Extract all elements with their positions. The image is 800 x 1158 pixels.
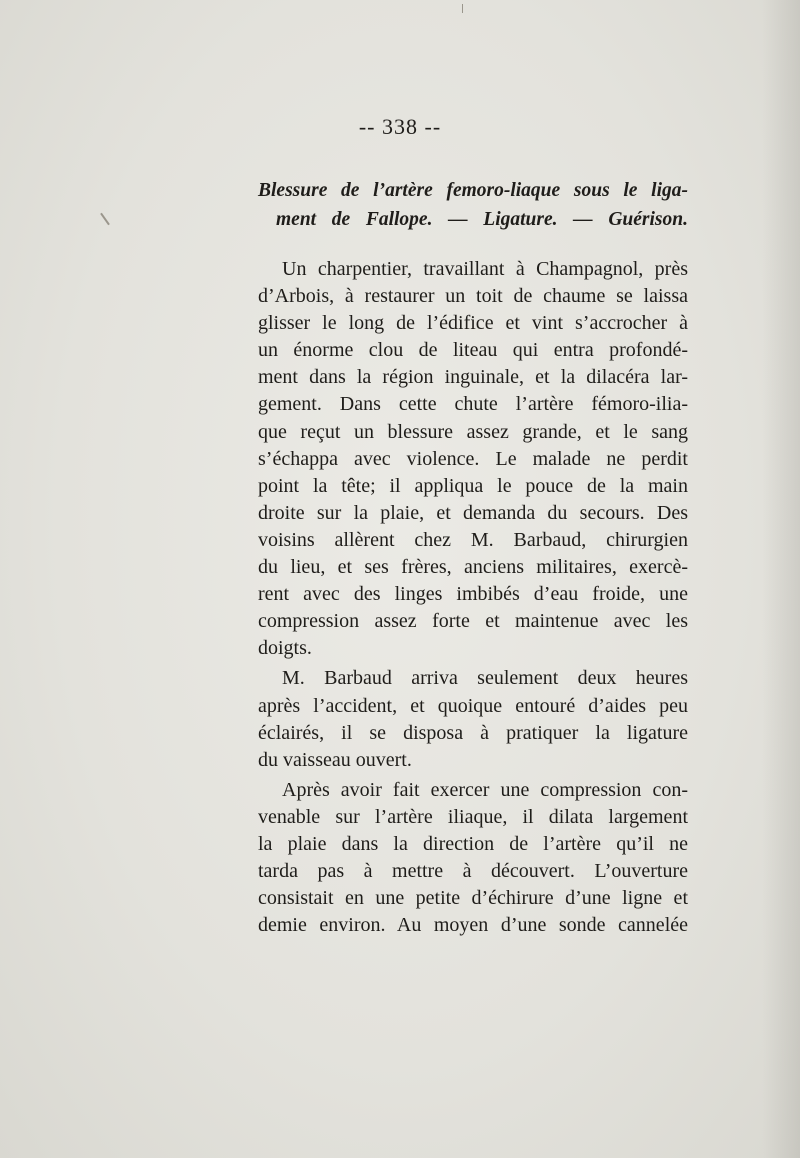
text-line: d’Arbois, à restaurer un toit de chaume se laissa — [258, 285, 688, 308]
text-line: M. Barbaud arriva seulement deux heures — [282, 667, 688, 690]
text-line: droite sur la plaie, et demanda du secours. Des — [258, 501, 688, 524]
text-line: après l’accident, et quoique entouré d’aides peu — [258, 694, 688, 717]
paragraph — [258, 777, 688, 940]
text-line: un énorme clou de liteau qui entra profondé- — [258, 339, 688, 362]
page-number: -- 338 -- — [358, 114, 442, 139]
text-line: Un charpentier, travaillant à Champagnol, près — [282, 258, 688, 280]
text-line: ment dans la région inguinale, et la dilacéra lar- — [258, 366, 688, 389]
paper-mark — [462, 4, 463, 13]
text-line: éclairés, il se disposa à pratiquer la ligature — [258, 721, 688, 744]
text-line: que reçut un blessure assez grande, et le sang — [258, 420, 688, 443]
heading-line: Blessure de l’artère femoro-liaque sous le liga- — [258, 180, 688, 201]
text-line: rent avec des linges imbibés d’eau froide, une — [258, 583, 688, 606]
paper-mark — [100, 213, 110, 226]
heading-line: ment de Fallope. — Ligature. — Guérison. — [276, 209, 688, 230]
text-line: du vaisseau ouvert. — [258, 748, 412, 771]
text-line: gement. Dans cette chute l’artère fémoro-ilia- — [258, 393, 688, 416]
text-line: Après avoir fait exercer une compression con- — [282, 778, 688, 801]
text-line: consistait en une petite d’échirure d’une ligne et — [258, 887, 688, 910]
text-line: la plaie dans la direction de l’artère qu’il ne — [258, 832, 688, 855]
text-line: glisser le long de l’édifice et vint s’accrocher à — [258, 312, 688, 335]
section-heading — [258, 176, 688, 234]
text-line: demie environ. Au moyen d’une sonde cannelée — [258, 914, 688, 937]
text-line: venable sur l’artère iliaque, il dilata largement — [258, 805, 688, 828]
paragraph — [258, 665, 688, 773]
text-line: doigts. — [258, 637, 312, 660]
paragraph — [258, 256, 688, 662]
text-line: point la tête; il appliqua le pouce de la main — [258, 474, 688, 497]
text-line: s’échappa avec violence. Le malade ne perdit — [258, 447, 688, 470]
text-line: voisins allèrent chez M. Barbaud, chirurgien — [258, 528, 688, 551]
text-line: tarda pas à mettre à découvert. L’ouverture — [258, 860, 688, 883]
body-text — [258, 256, 688, 939]
text-line: compression assez forte et maintenue avec les — [258, 610, 688, 633]
page-edge-shadow — [762, 0, 800, 1158]
text-line: du lieu, et ses frères, anciens militaires, exercè- — [258, 556, 688, 579]
